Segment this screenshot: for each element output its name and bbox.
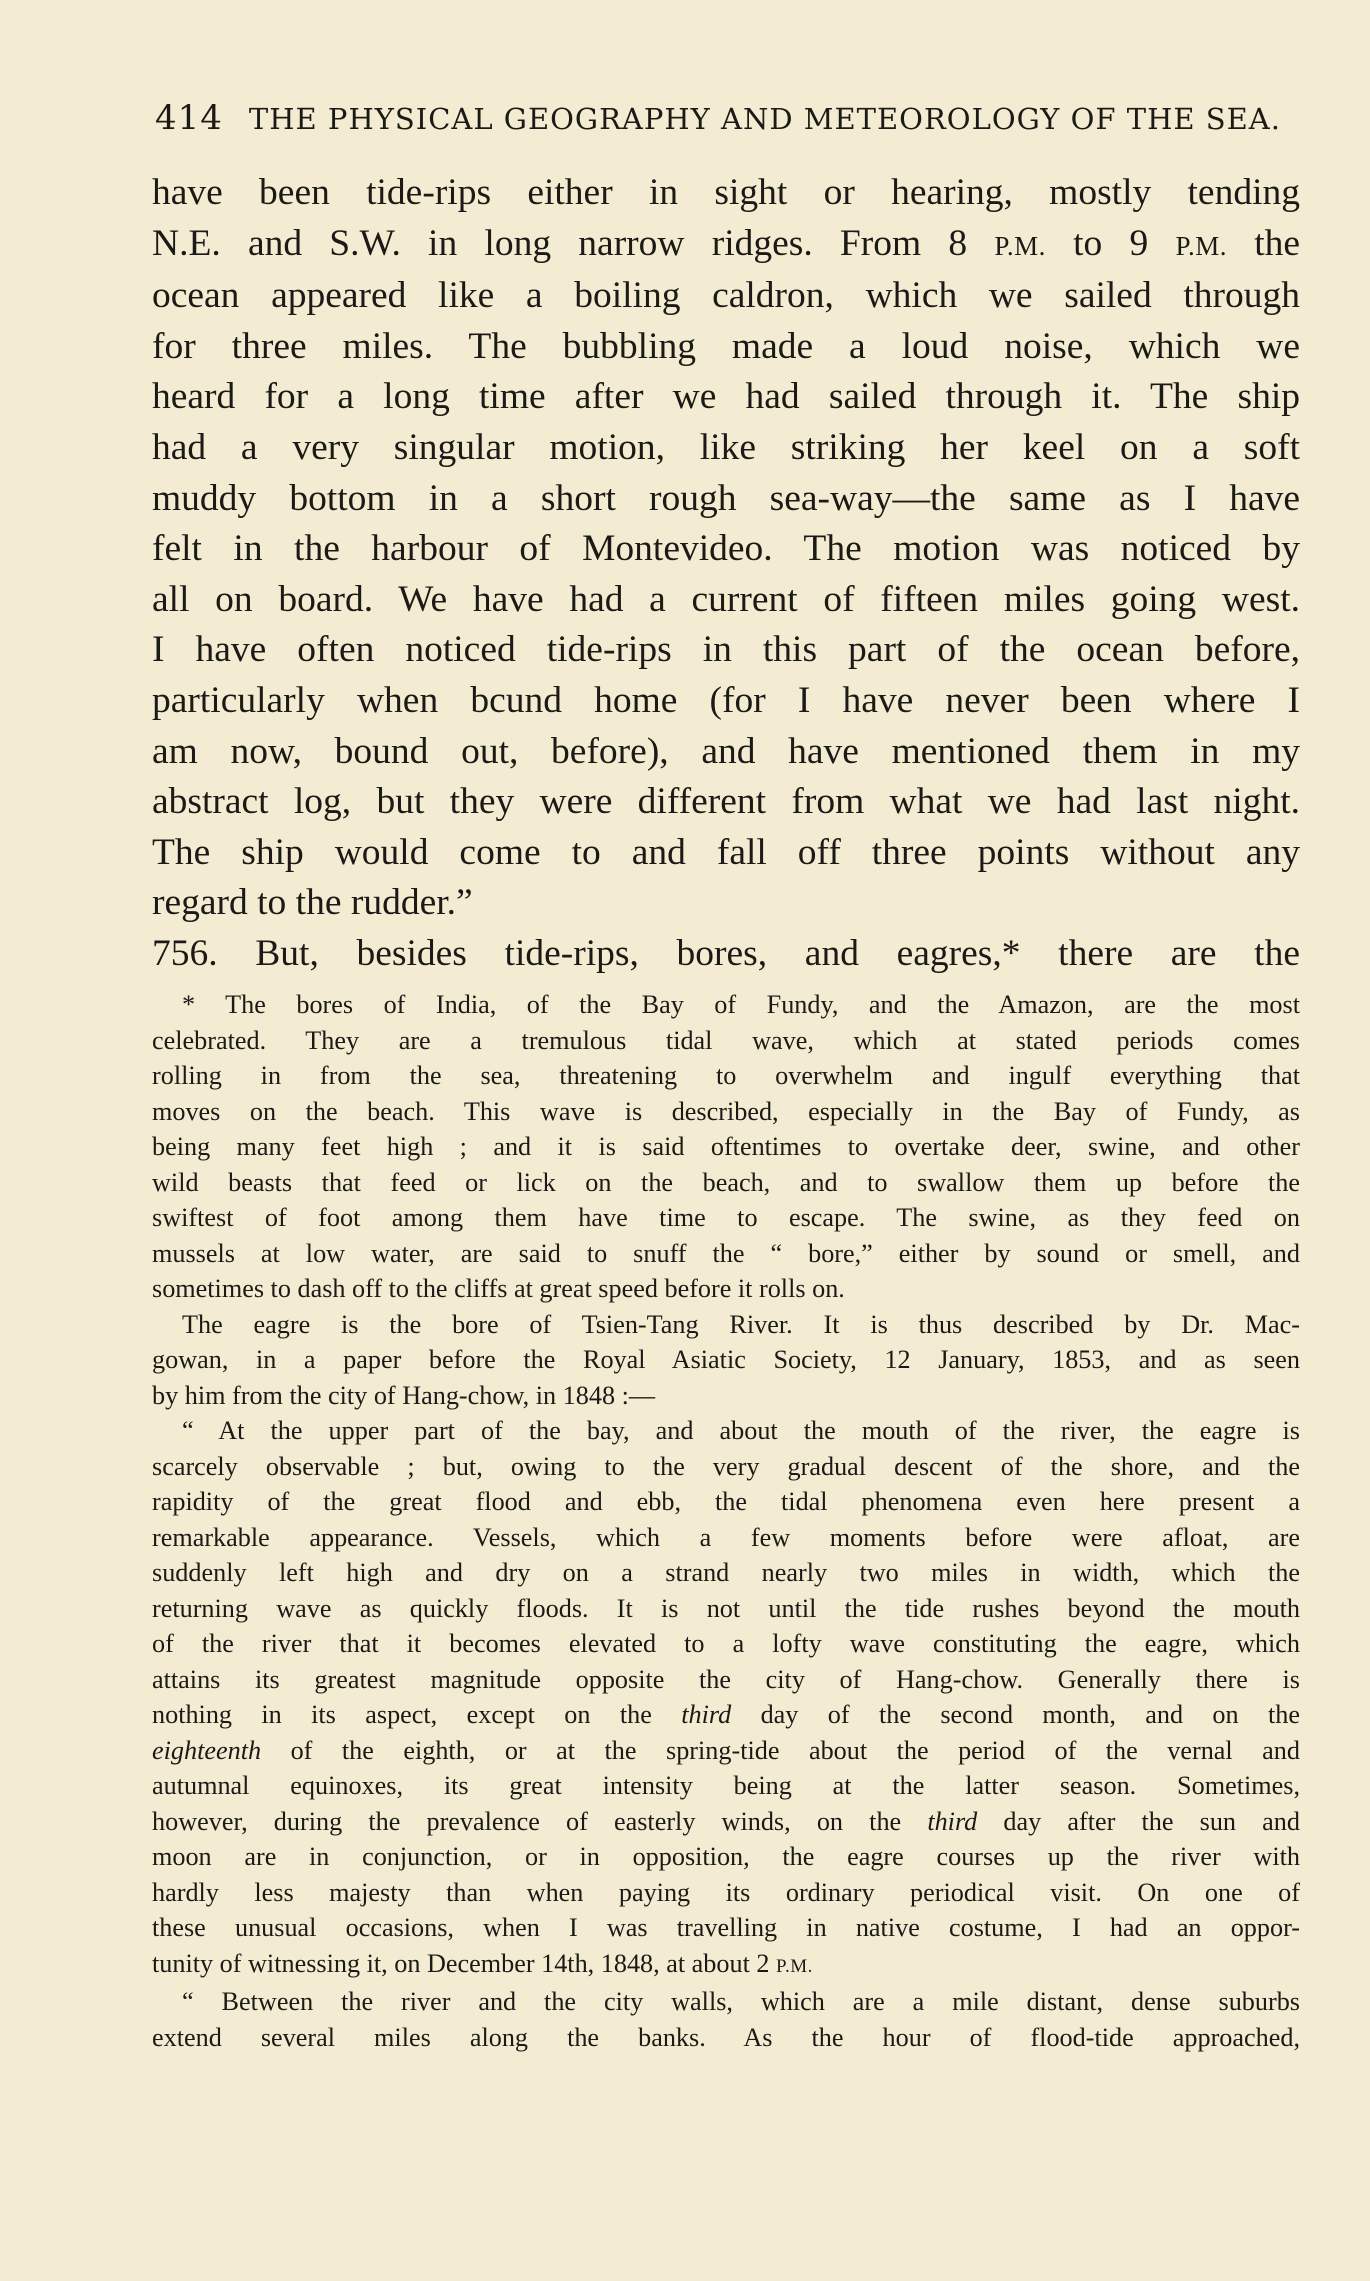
footnote-line: of the river that it becomes elevated to a lofty wave constituting the eagre, which: [152, 1629, 1300, 1658]
footnote-line: rolling in from the sea, threatening to overwhelm and ingulf everything that: [152, 1061, 1300, 1090]
running-header: [155, 98, 1281, 138]
text-line: had a very singular motion, like striking her keel on a soft: [152, 426, 1300, 468]
footnote-line: moves on the beach. This wave is described, especially in the Bay of Fundy, as: [152, 1096, 1300, 1126]
text-line: muddy bottom in a short rough sea-way—the same as I have: [152, 477, 1300, 519]
text-line: felt in the harbour of Montevideo. The motion was noticed by: [152, 528, 1300, 570]
text-line: have been tide-rips either in sight or hearing, mostly tending: [152, 172, 1300, 213]
footnote-line: returning wave as quickly floods. It is not until the tide rushes beyond the mouth: [152, 1593, 1300, 1623]
footnote: [152, 987, 1300, 2055]
text-line: heard for a long time after we had sailed through it. The ship: [152, 376, 1300, 418]
footnote-line: these unusual occasions, when I was travelling in native costume, I had an oppor-: [152, 1913, 1300, 1942]
text-line: all on board. We have had a current of fifteen miles going west.: [152, 578, 1300, 620]
footnote-line: gowan, in a paper before the Royal Asiatic Society, 12 January, 1853, and as seen: [152, 1345, 1300, 1374]
text-line: ocean appeared like a boiling caldron, which we sailed through: [152, 275, 1300, 317]
text-line: particularly when bcund home (for I have never been where I: [152, 679, 1300, 721]
text-line: abstract log, but they were different from what we had last night.: [152, 781, 1300, 823]
footnote-line: autumnal equinoxes, its great intensity being at the latter season. Sometimes,: [152, 1771, 1300, 1800]
text-line: I have often noticed tide-rips in this part of the ocean before,: [152, 629, 1300, 671]
footnote-line: remarkable appearance. Vessels, which a few moments before were afloat, are: [152, 1522, 1300, 1552]
footnote-line: “ At the upper part of the bay, and about the mouth of the river, the eagre is: [182, 1416, 1300, 1445]
footnote-line: hardly less majesty than when paying its ordinary periodical visit. On one of: [152, 1877, 1300, 1907]
footnote-line: extend several miles along the banks. As the hour of flood-tide approached,: [152, 2022, 1300, 2052]
text-line: am now, bound out, before), and have mentioned them in my: [152, 730, 1300, 772]
text-line: for three miles. The bubbling made a loud noise, which we: [152, 325, 1300, 367]
footnote-line: wild beasts that feed or lick on the beach, and to swallow them up before the: [152, 1167, 1300, 1197]
footnote-line: swiftest of foot among them have time to escape. The swine, as they feed on: [152, 1203, 1300, 1232]
footnote-line: celebrated. They are a tremulous tidal wave, which at stated periods comes: [152, 1025, 1300, 1055]
paragraph-756-start: 756. But, besides tide-rips, bores, and eagres,* there are the: [152, 932, 1300, 974]
footnote-line: nothing in its aspect, except on the third day of the second month, and on the: [152, 1700, 1300, 1729]
text-line: regard to the rudder.”: [152, 882, 473, 924]
page-number: 414: [155, 98, 223, 138]
footnote-line: eighteenth of the eighth, or at the spring-tide about the period of the vernal and: [152, 1735, 1300, 1765]
running-title: THE PHYSICAL GEOGRAPHY AND METEOROLOGY OF THE SEA.: [248, 102, 1281, 136]
footnote-line: suddenly left high and dry on a strand nearly two miles in width, which the: [152, 1558, 1300, 1587]
footnote-line: by him from the city of Hang-chow, in 1848 :—: [152, 1380, 656, 1410]
footnote-line: scarcely observable ; but, owing to the very gradual descent of the shore, and the: [152, 1451, 1300, 1481]
footnote-line: sometimes to dash off to the cliffs at great speed before it rolls on.: [152, 1274, 845, 1303]
footnote-line: rapidity of the great flood and ebb, the tidal phenomena even here present a: [152, 1487, 1300, 1516]
footnote-line: * The bores of India, of the Bay of Fundy, and the Amazon, are the most: [182, 990, 1300, 1019]
footnote-line: The eagre is the bore of Tsien-Tang River. It is thus described by Dr. Mac-: [182, 1309, 1300, 1339]
footnote-line: being many feet high ; and it is said oftentimes to overtake deer, swine, and other: [152, 1132, 1300, 1161]
footnote-line: “ Between the river and the city walls, which are a mile distant, dense suburbs: [182, 1987, 1300, 2016]
text-line: The ship would come to and fall off three points without any: [152, 831, 1300, 873]
main-text: [152, 168, 1300, 980]
footnote-line: however, during the prevalence of easterly winds, on the third day after the sun and: [152, 1806, 1300, 1836]
footnote-line: moon are in conjunction, or in opposition, the eagre courses up the river with: [152, 1842, 1300, 1871]
footnote-line: tunity of witnessing it, on December 14th, 1848, at about 2 P.M.: [152, 1948, 813, 1978]
footnote-line: attains its greatest magnitude opposite the city of Hang-chow. Generally there is: [152, 1664, 1300, 1694]
text-line: N.E. and S.W. in long narrow ridges. From 8 P.M. to 9 P.M. the: [152, 222, 1301, 264]
footnote-line: mussels at low water, are said to snuff the “ bore,” either by sound or smell, and: [152, 1238, 1300, 1268]
